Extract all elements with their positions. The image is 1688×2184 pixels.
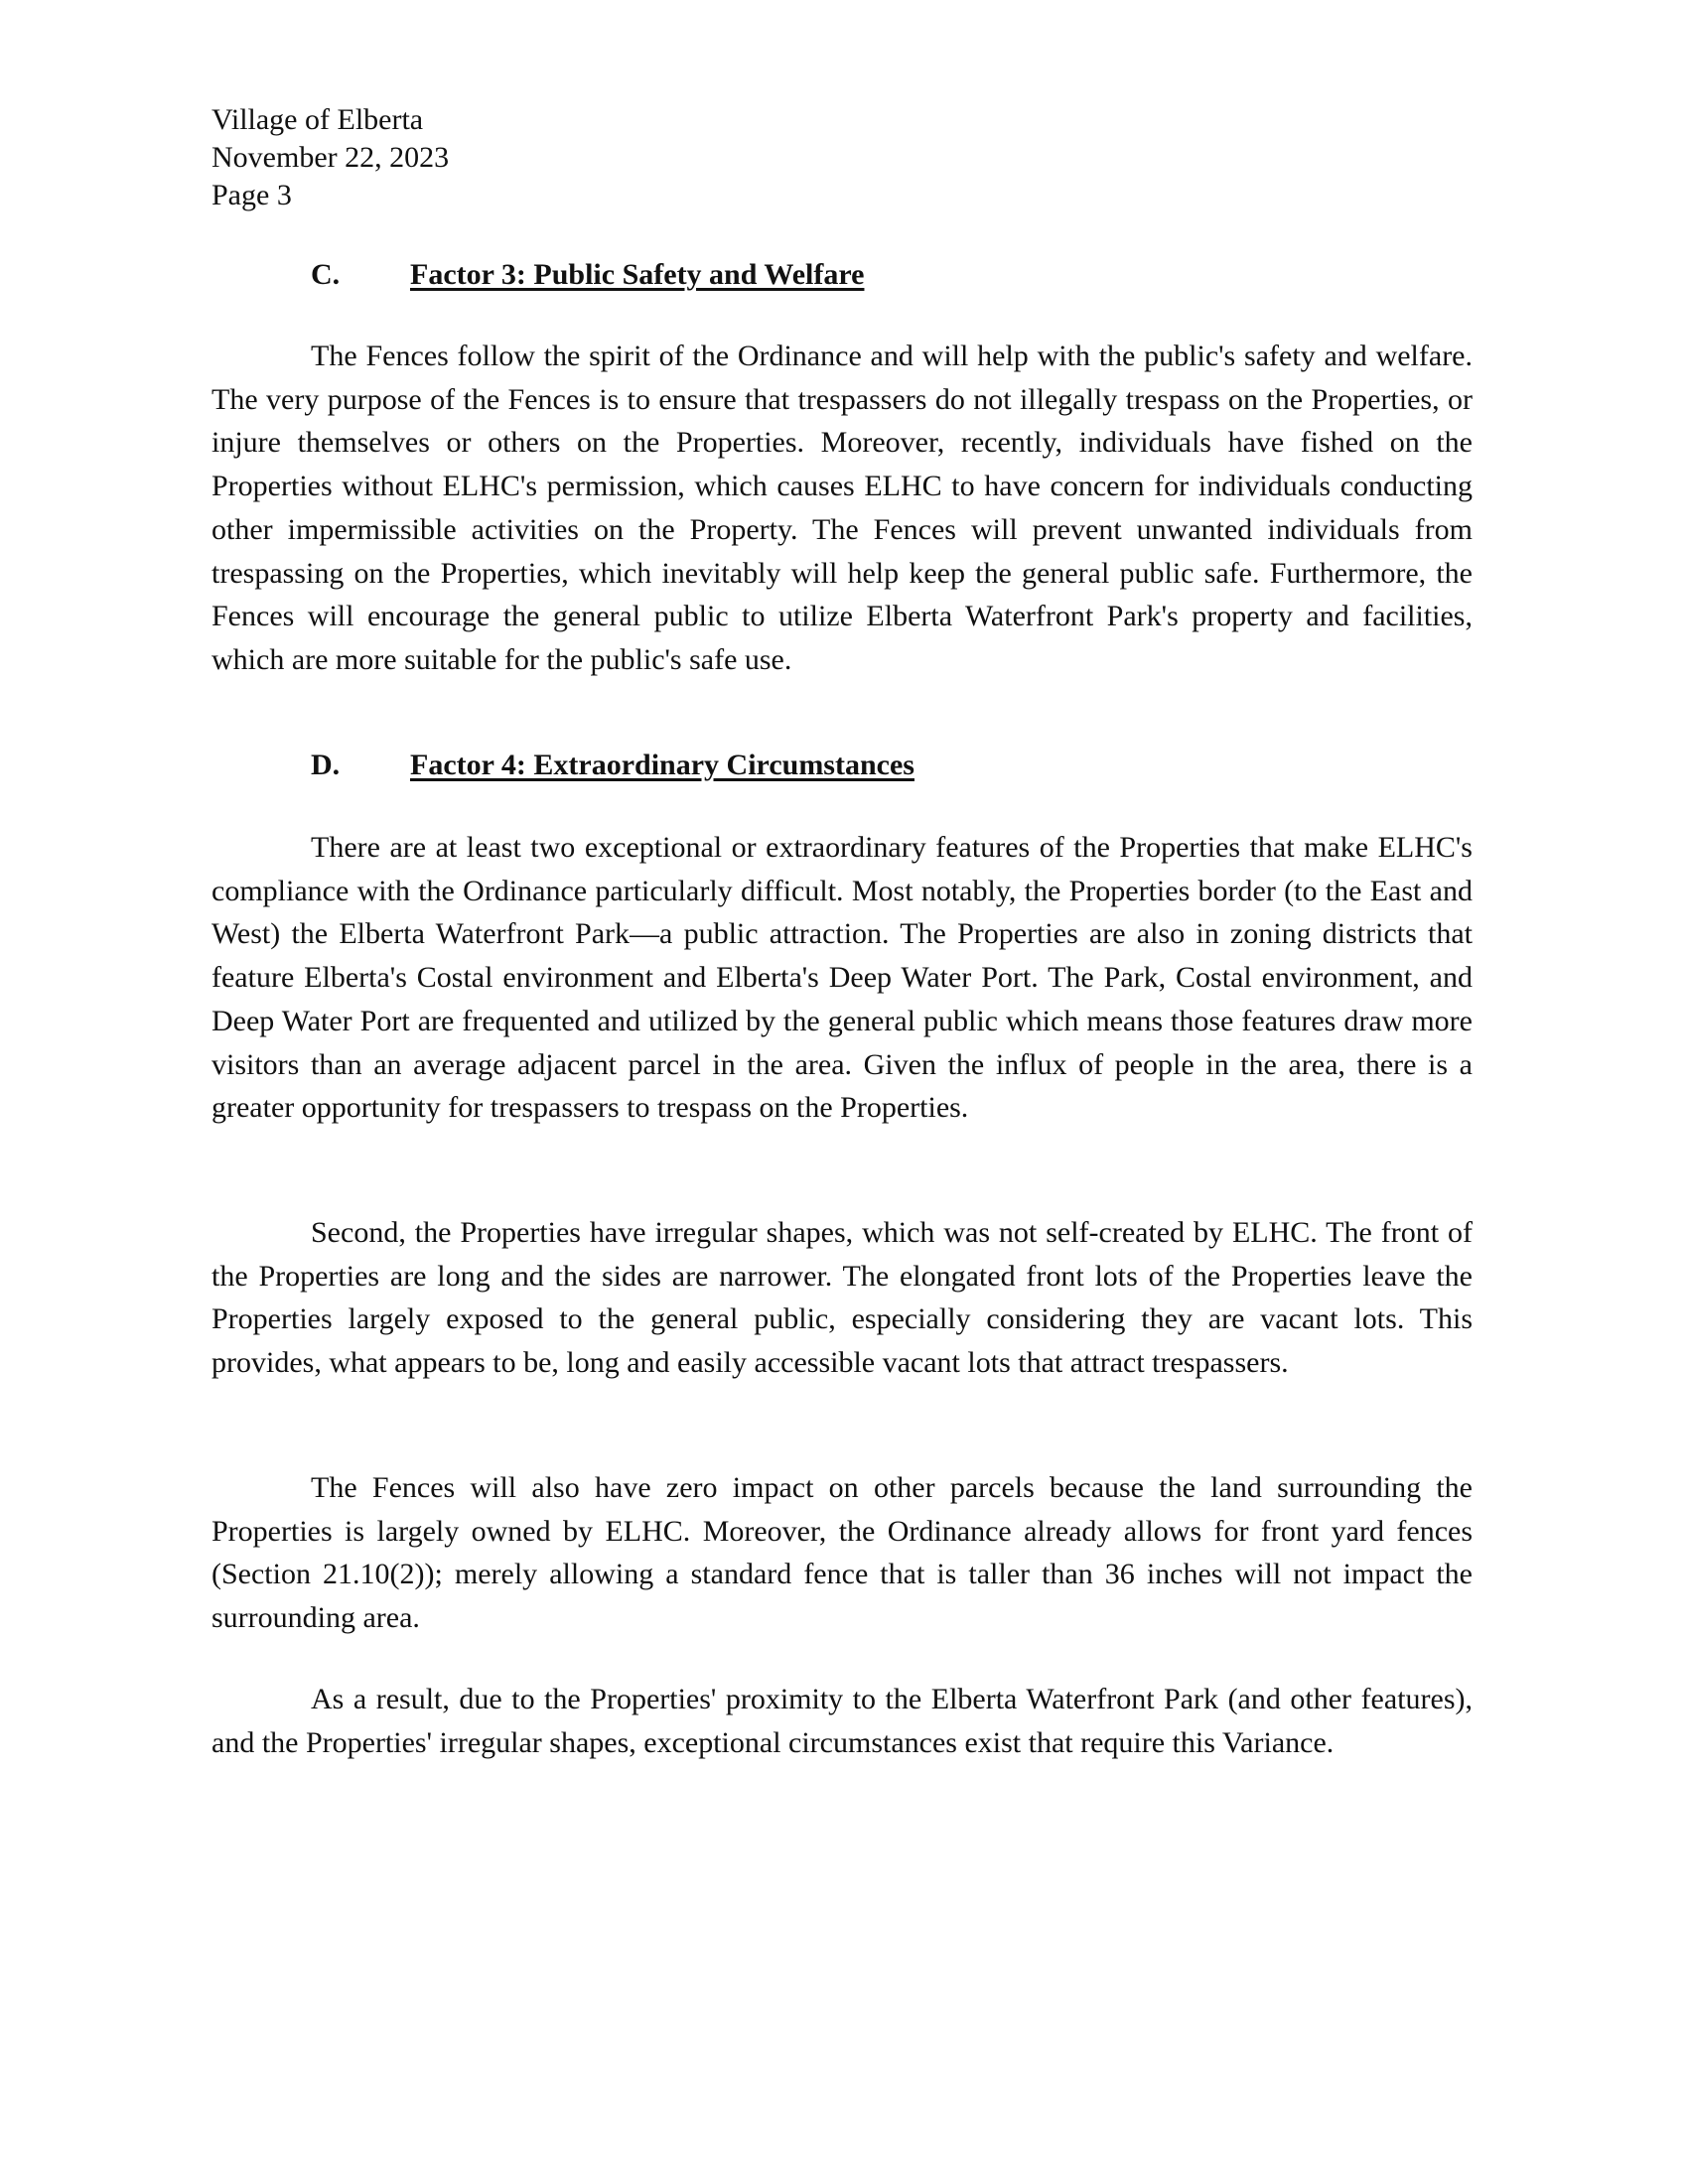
paragraph-public-safety: The Fences follow the spirit of the Ordinance and will help with the public's safety and welfare. The very purpose of the Fences is to ensure that trespassers do not illegally trespass on the Properties, or injure themselves or others on the Properties. Moreover, recently, individuals have fished on the Properties without ELHC's permission, which causes ELHC to have concern for individuals conducting other impermissible activities on the Property. The Fences will prevent unwanted individuals from trespassing on the Properties, which inevitably will help keep the general public safe. Furthermore, the Fences will encourage the general public to utilize Elberta Waterfront Park's property and facilities, which are more suitable for the public's safe use. <box>211 340 1473 676</box>
paragraph-conclusion: As a result, due to the Properties' proximity to the Elberta Waterfront Park (and other features), and the Properties' irregular shapes, exceptional circumstances exist that require this Variance. <box>211 1683 1473 1759</box>
section-letter: D. <box>311 749 341 781</box>
section-heading-c <box>311 256 864 294</box>
section-title: Factor 3: Public Safety and Welfare <box>410 258 865 291</box>
paragraph-extraordinary-features: There are at least two exceptional or extraordinary features of the Properties that make ELHC's compliance with the Ordinance particularly difficult. Most notably, the Properties border (to the East and West) the Elberta Waterfront Park—a public attraction. The Properties are also in zoning districts that feature Elberta's Costal environment and Elberta's Deep Water Port. The Park, Costal environment, and Deep Water Port are frequented and utilized by the general public which means those features draw more visitors than an average adjacent parcel in the area. Given the influx of people in the area, there is a greater opportunity for trespassers to trespass on the Properties. <box>211 831 1473 1125</box>
paragraph-irregular-shapes: Second, the Properties have irregular shapes, which was not self-created by ELHC. The front of the Properties are long and the sides are narrower. The elongated front lots of the Properties leave the Properties largely exposed to the general public, especially considering they are vacant lots. This provides, what appears to be, long and easily accessible vacant lots that attract trespassers. <box>211 1216 1473 1380</box>
section-letter: C. <box>311 258 341 291</box>
page-number-line: Page 3 <box>211 179 292 211</box>
recipient-line: Village of Elberta <box>211 103 424 136</box>
section-title: Factor 4: Extraordinary Circumstances <box>410 749 914 781</box>
letter-header <box>211 101 449 214</box>
date-line: November 22, 2023 <box>211 141 450 174</box>
paragraph-zero-impact: The Fences will also have zero impact on other parcels because the land surrounding the Properties is largely owned by ELHC. Moreover, the Ordinance already allows for front yard fences (Section 21.10(2)); merely allowing a standard fence that is taller than 36 inches will not impact the surrounding area. <box>211 1471 1473 1635</box>
section-heading-d <box>311 747 914 784</box>
